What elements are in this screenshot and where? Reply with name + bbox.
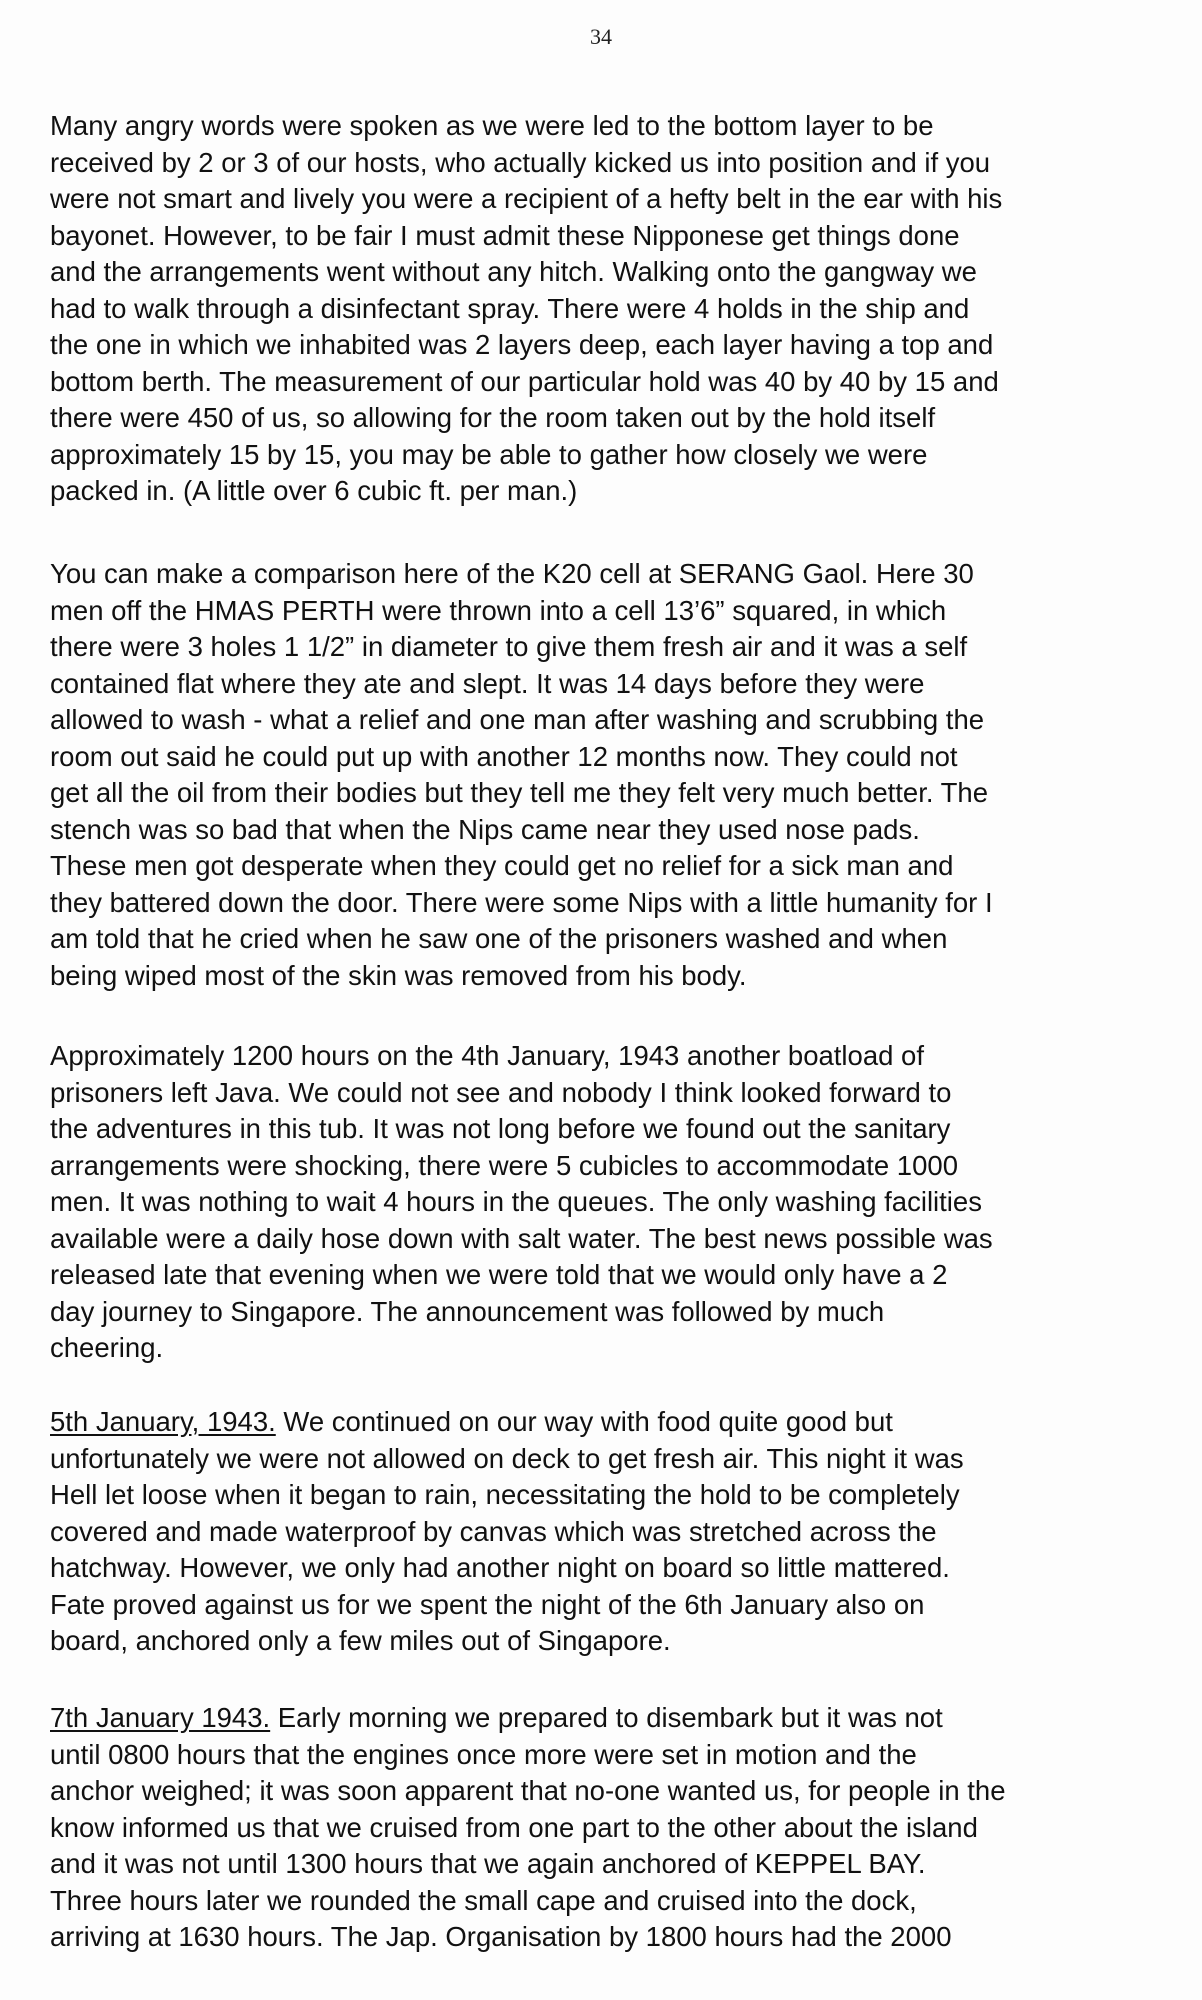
text-line: were not smart and lively you were a recipient of a hefty belt in the ear with his bbox=[50, 183, 1003, 214]
page-number: 34 bbox=[590, 24, 612, 49]
text-line: prisoners left Java. We could not see and nobody I think looked forward to bbox=[50, 1076, 952, 1108]
text-line: These men got desperate when they could get no relief for a sick man and bbox=[50, 850, 954, 881]
paragraph-hold-conditions bbox=[50, 108, 1170, 510]
text-line: received by 2 or 3 of our hosts, who actually kicked us into position and if you bbox=[50, 146, 991, 178]
text-line: cheering. bbox=[50, 1332, 164, 1363]
text-line: bayonet. However, to be fair I must admit these Nipponese get things done bbox=[50, 219, 960, 251]
text-line: the adventures in this tub. It was not long before we found out the sanitary bbox=[50, 1113, 951, 1144]
text-line: the one in which we inhabited was 2 layers deep, each layer having a top and bbox=[50, 329, 994, 360]
paragraph-leaving-java bbox=[50, 1038, 1170, 1367]
paragraph-7th-january bbox=[50, 1700, 1170, 1956]
paragraph-serang-gaol bbox=[50, 556, 1170, 994]
text-line: stench was so bad that when the Nips came near they used nose pads. bbox=[50, 813, 920, 845]
text-line: Many angry words were spoken as we were led to the bottom layer to be bbox=[50, 110, 934, 141]
text-line: bottom berth. The measurement of our particular hold was 40 by 40 by 15 and bbox=[50, 365, 999, 397]
text-line: Hell let loose when it began to rain, necessitating the hold to be completely bbox=[50, 1479, 960, 1510]
text-line: approximately 15 by 15, you may be able to gather how closely we were bbox=[50, 438, 928, 470]
text-line: covered and made waterproof by canvas which was stretched across the bbox=[50, 1515, 937, 1547]
text-line: men off the HMAS PERTH were thrown into a cell 13’6” squared, in which bbox=[50, 594, 947, 626]
text-line: available were a daily hose down with salt water. The best news possible was bbox=[50, 1222, 993, 1254]
text-line: contained flat where they ate and slept. It was 14 days before they were bbox=[50, 667, 925, 699]
text-line: there were 3 holes 1 1/2” in diameter to give them fresh air and it was a self bbox=[50, 631, 968, 662]
text-line: had to walk through a disinfectant spray. There were 4 holds in the ship and bbox=[50, 292, 970, 324]
text-line: Fate proved against us for we spent the night of the 6th January also on bbox=[50, 1588, 925, 1620]
heading-line-text: We continued on our way with food quite good but bbox=[275, 1406, 893, 1437]
text-line: they battered down the door. There were some Nips with a little humanity for I bbox=[50, 886, 993, 918]
text-line: anchor weighed; it was soon apparent that no-one wanted us, for people in the bbox=[50, 1775, 1006, 1806]
text-line: room out said he could put up with another 12 months now. They could not bbox=[50, 740, 958, 772]
date-heading: 5th January, 1943. bbox=[50, 1406, 276, 1437]
text-line: Approximately 1200 hours on the 4th January, 1943 another boatload of bbox=[50, 1040, 924, 1071]
text-line: am told that he cried when he saw one of the prisoners washed and when bbox=[50, 923, 948, 954]
text-line: day journey to Singapore. The announcement was followed by much bbox=[50, 1295, 885, 1327]
text-line: Three hours later we rounded the small cape and cruised into the dock, bbox=[50, 1884, 917, 1916]
text-line: there were 450 of us, so allowing for the room taken out by the hold itself bbox=[50, 402, 936, 433]
text-line: until 0800 hours that the engines once more were set in motion and the bbox=[50, 1738, 917, 1770]
heading-line-text: Early morning we prepared to disembark but it was not bbox=[270, 1702, 943, 1733]
text-line: released late that evening when we were told that we would only have a 2 bbox=[50, 1259, 948, 1290]
text-line: hatchway. However, we only had another night on board so little mattered. bbox=[50, 1552, 950, 1583]
text-line: and the arrangements went without any hitch. Walking onto the gangway we bbox=[50, 256, 977, 287]
date-heading: 7th January 1943. bbox=[50, 1702, 271, 1733]
text-line: know informed us that we cruised from one part to the other about the island bbox=[50, 1811, 978, 1843]
text-line bbox=[50, 1700, 1170, 1737]
text-line: get all the oil from their bodies but they tell me they felt very much better. The bbox=[50, 777, 989, 808]
text-line: board, anchored only a few miles out of Singapore. bbox=[50, 1625, 671, 1656]
text-line: packed in. (A little over 6 cubic ft. per man.) bbox=[50, 475, 578, 506]
text-line: and it was not until 1300 hours that we again anchored of KEPPEL BAY. bbox=[50, 1848, 926, 1879]
text-line: unfortunately we were not allowed on deck to get fresh air. This night it was bbox=[50, 1442, 964, 1474]
text-line: men. It was nothing to wait 4 hours in the queues. The only washing facilities bbox=[50, 1186, 982, 1217]
text-line: allowed to wash - what a relief and one man after washing and scrubbing the bbox=[50, 704, 985, 735]
text-line: arrangements were shocking, there were 5 cubicles to accommodate 1000 bbox=[50, 1149, 958, 1181]
text-line: being wiped most of the skin was removed from his body. bbox=[50, 959, 747, 991]
text-line: You can make a comparison here of the K20 cell at SERANG Gaol. Here 30 bbox=[50, 558, 974, 589]
text-line bbox=[50, 1404, 1170, 1441]
text-line: arriving at 1630 hours. The Jap. Organisation by 1800 hours had the 2000 bbox=[50, 1921, 952, 1952]
paragraph-5th-january bbox=[50, 1404, 1170, 1660]
